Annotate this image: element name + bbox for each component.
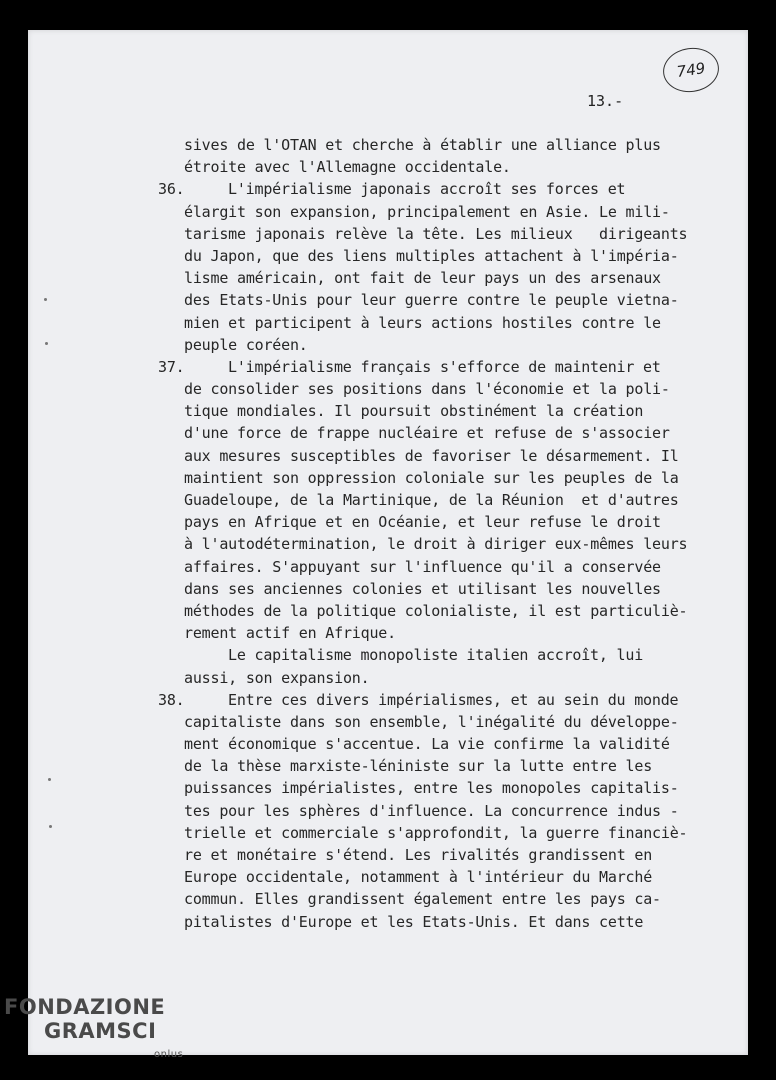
line-text: ment économique s'accentue. La vie confirme la validité bbox=[184, 735, 670, 754]
text-line bbox=[0, 511, 776, 533]
line-text: commun. Elles grandissent également entre les pays ca- bbox=[184, 890, 661, 909]
watermark-line-1: FONDAZIONE bbox=[4, 995, 166, 1019]
fondazione-gramsci-watermark bbox=[4, 995, 183, 1067]
line-text: pitalistes d'Europe et les Etats-Unis. Et dans cette bbox=[184, 912, 644, 931]
text-line bbox=[0, 289, 776, 311]
text-line bbox=[0, 156, 776, 178]
margin-mark bbox=[49, 825, 52, 828]
text-line bbox=[0, 334, 776, 356]
paragraph-number: 37. bbox=[158, 357, 185, 376]
text-line bbox=[0, 400, 776, 422]
text-line bbox=[0, 689, 776, 711]
text-line bbox=[0, 356, 776, 378]
text-line bbox=[0, 267, 776, 289]
archive-stamp-number: 749 bbox=[675, 59, 707, 81]
line-text: peuple coréen. bbox=[184, 335, 308, 354]
line-text: de la thèse marxiste-léniniste sur la lutte entre les bbox=[184, 757, 653, 776]
text-line bbox=[0, 644, 776, 666]
watermark-line-2: GRAMSCI bbox=[44, 1019, 157, 1043]
text-line bbox=[0, 533, 776, 555]
text-line bbox=[0, 800, 776, 822]
line-text: aux mesures susceptibles de favoriser le désarmement. Il bbox=[184, 446, 679, 465]
line-text: des Etats-Unis pour leur guerre contre le peuple vietna- bbox=[184, 291, 679, 310]
text-line bbox=[0, 777, 776, 799]
line-text: tique mondiales. Il poursuit obstinément la création bbox=[184, 402, 644, 421]
text-line bbox=[0, 378, 776, 400]
line-text: L'impérialisme japonais accroît ses forces et bbox=[228, 180, 626, 199]
line-text: tarisme japonais relève la tête. Les milieux dirigeants bbox=[184, 224, 688, 243]
line-text: de consolider ses positions dans l'économie et la poli- bbox=[184, 380, 670, 399]
text-line bbox=[0, 600, 776, 622]
line-text: élargit son expansion, principalement en Asie. Le mili- bbox=[184, 202, 670, 221]
line-text: tes pour les sphères d'influence. La concurrence indus - bbox=[184, 801, 679, 820]
line-text: lisme américain, ont fait de leur pays un des arsenaux bbox=[184, 269, 661, 288]
text-line bbox=[0, 844, 776, 866]
text-line bbox=[0, 755, 776, 777]
text-line bbox=[0, 667, 776, 689]
watermark-line-3: onlus bbox=[154, 1049, 184, 1060]
margin-mark bbox=[48, 778, 51, 781]
line-text: sives de l'OTAN et cherche à établir une alliance plus bbox=[184, 136, 661, 154]
line-text: trielle et commerciale s'approfondit, la guerre financiè- bbox=[184, 823, 688, 842]
text-line bbox=[0, 866, 776, 888]
text-line bbox=[0, 711, 776, 733]
line-text: mien et participent à leurs actions hostiles contre le bbox=[184, 313, 661, 332]
line-text: L'impérialisme français s'efforce de maintenir et bbox=[228, 357, 661, 376]
text-line bbox=[0, 622, 776, 644]
text-line bbox=[0, 134, 776, 156]
text-line bbox=[0, 422, 776, 444]
line-text: puissances impérialistes, entre les monopoles capitalis- bbox=[184, 779, 679, 798]
text-line bbox=[0, 578, 776, 600]
line-text: affaires. S'appuyant sur l'influence qu'il a conservée bbox=[184, 557, 661, 576]
line-text: Europe occidentale, notamment à l'intérieur du Marché bbox=[184, 868, 653, 887]
line-text: rement actif en Afrique. bbox=[184, 624, 396, 643]
line-text: pays en Afrique et en Océanie, et leur refuse le droit bbox=[184, 513, 661, 532]
line-text: re et monétaire s'étend. Les rivalités grandissent en bbox=[184, 846, 653, 864]
page-number: 13.- bbox=[587, 92, 624, 110]
text-line bbox=[0, 489, 776, 511]
text-line bbox=[0, 733, 776, 755]
line-text: étroite avec l'Allemagne occidentale. bbox=[184, 158, 511, 177]
line-text: capitaliste dans son ensemble, l'inégalité du développe- bbox=[184, 712, 679, 731]
margin-mark bbox=[44, 298, 47, 301]
typed-text-body bbox=[0, 134, 776, 933]
line-text: Guadeloupe, de la Martinique, de la Réunion et d'autres bbox=[184, 491, 679, 509]
line-text: Entre ces divers impérialismes, et au sein du monde bbox=[228, 690, 679, 709]
text-line bbox=[0, 223, 776, 245]
line-text: maintient son oppression coloniale sur les peuples de la bbox=[184, 468, 679, 487]
text-line bbox=[0, 245, 776, 267]
line-text: d'une force de frappe nucléaire et refuse de s'associer bbox=[184, 424, 670, 443]
text-line bbox=[0, 467, 776, 489]
line-text: Le capitalisme monopoliste italien accroît, lui bbox=[228, 646, 644, 665]
text-line bbox=[0, 822, 776, 844]
text-line bbox=[0, 911, 776, 933]
line-text: du Japon, que des liens multiples attachent à l'impéria- bbox=[184, 246, 679, 265]
text-line bbox=[0, 312, 776, 334]
paragraph-number: 38. bbox=[158, 690, 185, 709]
text-line bbox=[0, 556, 776, 578]
text-line bbox=[0, 888, 776, 910]
line-text: aussi, son expansion. bbox=[184, 668, 370, 687]
text-line bbox=[0, 178, 776, 200]
line-text: méthodes de la politique colonialiste, il est particuliè- bbox=[184, 601, 688, 620]
line-text: dans ses anciennes colonies et utilisant les nouvelles bbox=[184, 579, 661, 598]
text-line bbox=[0, 201, 776, 223]
paragraph-number: 36. bbox=[158, 180, 185, 199]
text-line bbox=[0, 445, 776, 467]
line-text: à l'autodétermination, le droit à diriger eux-mêmes leurs bbox=[184, 535, 688, 554]
margin-mark bbox=[45, 342, 48, 345]
